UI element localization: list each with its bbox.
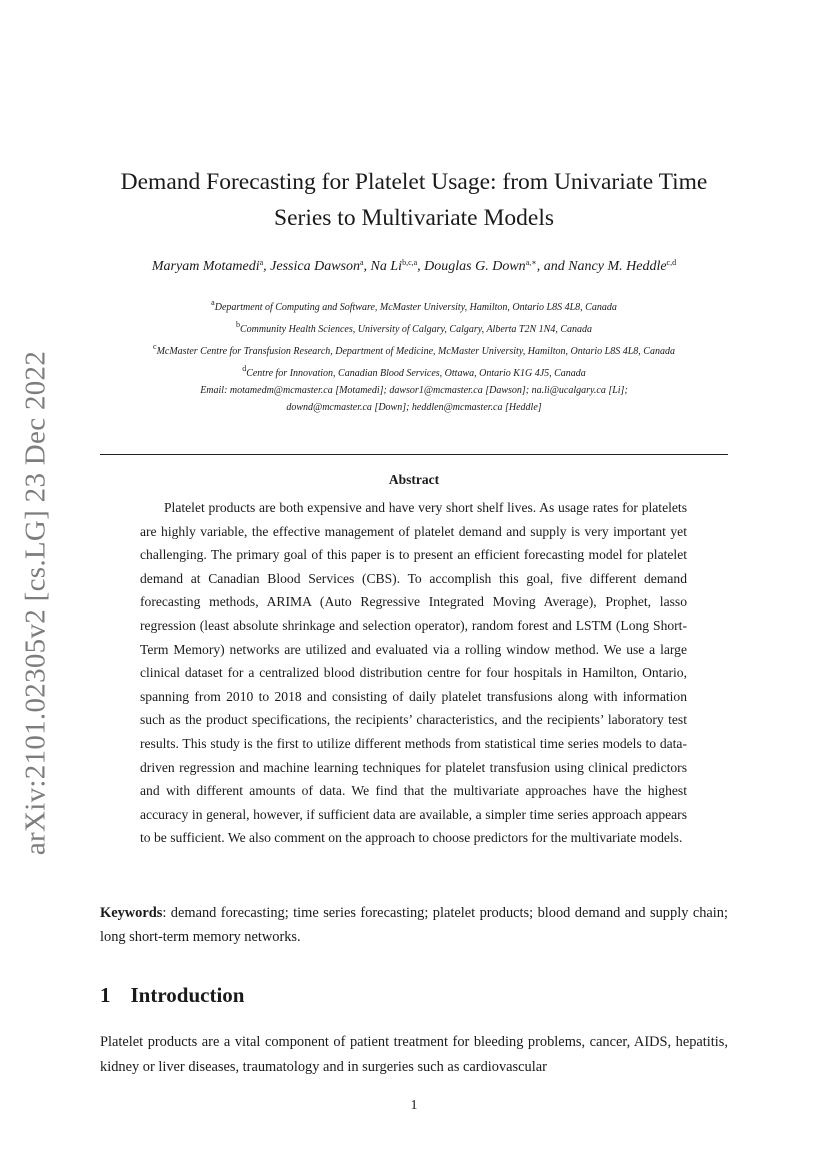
author-separator: , xyxy=(363,259,368,274)
author-affiliation-mark: a,∗ xyxy=(525,258,537,267)
author-affiliation-mark: c,d xyxy=(666,258,677,267)
section-title: Introduction xyxy=(130,983,245,1007)
horizontal-rule xyxy=(100,454,728,455)
affiliation-line xyxy=(80,316,748,338)
author-separator: , xyxy=(417,259,421,274)
author-affiliation-mark: a xyxy=(359,258,364,267)
title-line-2: Series to Multivariate Models xyxy=(274,205,554,231)
affiliation-mark: c xyxy=(153,342,157,351)
email-line-2: downd@mcmaster.ca [Down]; heddlen@mcmaster.ca [Heddle] xyxy=(286,402,542,413)
author-name: Maryam Motamedi xyxy=(151,259,260,274)
affiliations xyxy=(80,294,748,416)
arxiv-identifier: arXiv:2101.02305v2 [cs.LG] 23 Dec 2022 xyxy=(19,350,52,856)
introduction-text: Platelet products are a vital component of patient treatment for bleeding problems, cancer, AIDS, hepatitis, kidney or liver diseases, traumatology and in surgeries such as cardiovascular xyxy=(100,1034,728,1075)
author-conjunction: and xyxy=(543,259,565,274)
author-affiliation-mark: a xyxy=(259,258,264,267)
author-name: Nancy M. Heddle xyxy=(568,259,667,274)
affiliation-text: Centre for Innovation, Canadian Blood Services, Ottawa, Ontario K1G 4J5, Canada xyxy=(246,368,586,379)
affiliation-mark: d xyxy=(242,364,247,373)
abstract-text: Platelet products are both expensive and have very short shelf lives. As usage rates for platelets are highly variable, the effective management of platelet demand and supply is very important yet challenging. The primary goal of this paper is to present an efficient forecasting model for platelet demand at Canadian Blood Services (CBS). To accomplish this goal, five different demand forecasting methods, ARIMA (Auto Regressive Integrated Moving Average), Prophet, lasso regression (least absolute shrinkage and selection operator), random forest and LSTM (Long Short-Term Memory) networks are utilized and evaluated via a rolling window method. We use a large clinical dataset for a centralized blood distribution centre for four hospitals in Hamilton, Ontario, spanning from 2010 to 2018 and consisting of daily platelet transfusions along with information such as the product specifications, the recipients’ characteristics, and the recipients’ laboratory test results. This study is the first to utilize different methods from statistical time series models to data-driven regression and machine learning techniques for platelet transfusion using clinical predictors and with different amounts of data. We find that the multivariate approaches have the highest accuracy in general, however, if sufficient data are available, a simpler time series approach appears to be sufficient. We also comment on the approach to choose predictors for the multivariate models. xyxy=(140,500,687,846)
keywords-label: Keywords xyxy=(100,905,163,921)
page-number: 1 xyxy=(410,1098,418,1113)
section-heading xyxy=(100,983,244,1008)
author-separator: , xyxy=(263,259,267,274)
author-list xyxy=(90,258,738,275)
paper-title xyxy=(100,164,728,236)
keywords-paragraph xyxy=(100,902,728,949)
author-name: Douglas G. Down xyxy=(424,259,526,274)
email-line-1: Email: motamedm@mcmaster.ca [Motamedi]; dawsor1@mcmaster.ca [Dawson]; na.li@ucalgary.ca [Li]; xyxy=(200,385,628,396)
keywords-text: : demand forecasting; time series forecasting; platelet products; blood demand and supply chain; long short-term memory networks. xyxy=(100,905,728,945)
affiliation-mark: a xyxy=(211,298,215,307)
affiliation-line xyxy=(80,338,748,360)
affiliation-text: Department of Computing and Software, McMaster University, Hamilton, Ontario L8S 4L8, Canada xyxy=(214,302,617,313)
author-name: Jessica Dawson xyxy=(270,259,360,274)
author-separator: , xyxy=(536,259,541,274)
title-line-1: Demand Forecasting for Platelet Usage: from Univariate Time xyxy=(120,169,708,195)
section-number: 1 xyxy=(100,983,111,1007)
abstract-heading: Abstract xyxy=(388,472,440,487)
affiliation-text: McMaster Centre for Transfusion Research, Department of Medicine, McMaster University, Hamilton, Ontario L8S 4L8, Canada xyxy=(156,346,675,357)
affiliation-line xyxy=(80,360,748,382)
author-name: Na Li xyxy=(370,259,403,274)
affiliation-mark: b xyxy=(235,320,240,329)
affiliation-text: Community Health Sciences, University of Calgary, Calgary, Alberta T2N 1N4, Canada xyxy=(239,324,593,335)
affiliation-line xyxy=(80,294,748,316)
author-affiliation-mark: b,c,a xyxy=(402,258,418,267)
